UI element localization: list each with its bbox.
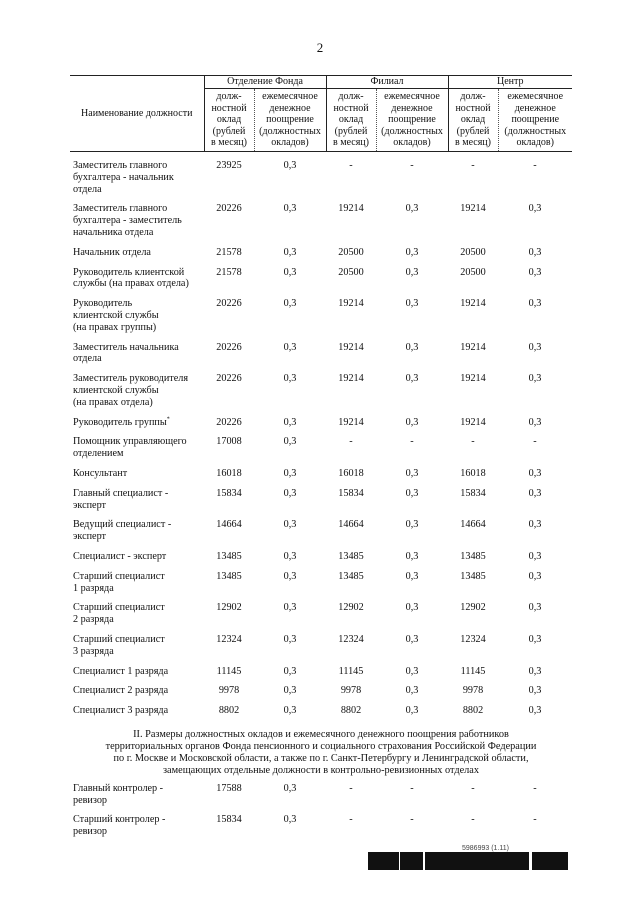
bonus-value: 0,3 (283, 416, 297, 428)
salary-value: 17008 (216, 436, 242, 448)
salary-value: - (471, 814, 475, 826)
table-row (70, 602, 572, 626)
salary-value: 13485 (216, 570, 242, 582)
position-name: Старший контролер - ревизор (73, 814, 166, 838)
bonus-value: 0,3 (283, 298, 297, 310)
bonus-value: 0,3 (283, 519, 297, 531)
bonus-value: 0,3 (283, 487, 297, 499)
table-row (70, 551, 572, 563)
group-header-branch: Филиал (326, 76, 448, 89)
position-name: Специалист 3 разряда (73, 705, 169, 717)
position-name: Заместитель главного бухгалтера - начальник отдела (73, 160, 174, 195)
bonus-value: 0,3 (405, 487, 419, 499)
table-row (70, 298, 572, 333)
bonus-value: 0,3 (405, 550, 419, 562)
salary-value: 11145 (216, 665, 242, 677)
salary-value: 20226 (216, 373, 242, 385)
table-row (70, 783, 572, 807)
table-row (70, 342, 572, 366)
bonus-value: 0,3 (405, 602, 419, 614)
bonus-value: 0,3 (405, 685, 419, 697)
bonus-value: 0,3 (405, 373, 419, 385)
table-row (70, 160, 572, 195)
salary-value: 20500 (338, 246, 364, 258)
position-name: Старший специалист 3 разряда (73, 633, 165, 657)
bonus-value: 0,3 (283, 665, 297, 677)
salary-value: 12902 (338, 602, 364, 614)
salary-value: 14664 (216, 519, 242, 531)
position-name: Специалист 1 разряда (73, 665, 169, 677)
bonus-value: 0,3 (405, 570, 419, 582)
bonus-value: 0,3 (283, 373, 297, 385)
salary-value: 9978 (218, 685, 240, 697)
salary-value: 12324 (338, 633, 364, 645)
bonus-value: 0,3 (405, 298, 419, 310)
position-name: Руководитель клиентской службы (на правах группы) (73, 298, 159, 333)
bonus-value: 0,3 (283, 160, 297, 171)
salary-value: 19214 (460, 203, 486, 215)
salary-value: 12324 (216, 633, 242, 645)
bonus-value: 0,3 (283, 633, 297, 645)
bonus-value: 0,3 (283, 341, 297, 353)
salary-value: 19214 (338, 341, 364, 353)
bonus-value: - (533, 814, 537, 826)
subheader-salary: долж- ностной оклад (рублей в месяц) (204, 89, 254, 152)
position-name: Руководитель клиентской службы (на правах отдела) (73, 266, 189, 290)
barcode-icon (368, 852, 568, 870)
table-row (70, 436, 572, 460)
salary-value: 16018 (460, 467, 486, 479)
subheader-bonus: ежемесячное денежное поощрение (должностных окладов) (498, 89, 572, 152)
salary-value: 21578 (216, 266, 242, 278)
bonus-value: 0,3 (405, 203, 419, 215)
salary-value: 13485 (460, 570, 486, 582)
salary-value: 12902 (460, 602, 486, 614)
position-name: Заместитель руководителя клиентской службы (на правах отдела) (73, 373, 189, 408)
bonus-value: 0,3 (283, 203, 297, 215)
bonus-value: 0,3 (283, 246, 297, 258)
bonus-value: - (410, 782, 414, 794)
bonus-value: 0,3 (283, 436, 297, 448)
salary-value: 19214 (460, 298, 486, 310)
bonus-value: 0,3 (528, 519, 542, 531)
bonus-value: - (533, 782, 537, 794)
section-2-title: II. Размеры должностных окладов и ежемесячного денежного поощрения работников территориальных органов Фонда пенсионного и социального страхования Российской Федерации по г. Москве и Московской области, а также по г. Санкт-Петербургу и Ленинградской области, замещающих отдельные должности в контрольно-ревизионных отделах (105, 728, 537, 776)
bonus-value: - (533, 160, 537, 171)
table-header-groups (70, 76, 572, 89)
salary-value: - (349, 436, 353, 448)
salary-value: 20226 (216, 203, 242, 215)
salary-value: 13485 (338, 550, 364, 562)
bonus-value: 0,3 (528, 602, 542, 614)
salary-value: 20500 (338, 266, 364, 278)
salary-table (70, 75, 572, 846)
salary-value: 15834 (338, 487, 364, 499)
bonus-value: 0,3 (405, 416, 419, 428)
table-row (70, 519, 572, 543)
salary-value: 13485 (216, 550, 242, 562)
salary-value: 11145 (460, 665, 486, 677)
bonus-value: 0,3 (528, 487, 542, 499)
salary-value: - (471, 436, 475, 448)
table-row (70, 468, 572, 480)
subheader-salary: долж- ностной оклад (рублей в месяц) (326, 89, 376, 152)
bonus-value: 0,3 (528, 633, 542, 645)
salary-value: 20226 (216, 298, 242, 310)
group-header-center: Центр (448, 76, 572, 89)
bonus-value: 0,3 (405, 519, 419, 531)
position-name: Главный специалист - эксперт (73, 487, 169, 511)
bonus-value: 0,3 (528, 298, 542, 310)
salary-value: 8802 (462, 705, 484, 717)
salary-value: 8802 (218, 705, 240, 717)
position-name: Специалист - эксперт (73, 550, 167, 562)
position-name: Главный контролер - ревизор (73, 782, 164, 806)
bonus-value: 0,3 (528, 246, 542, 258)
bonus-value: 0,3 (405, 341, 419, 353)
bonus-value: - (410, 814, 414, 826)
bonus-value: 0,3 (528, 705, 542, 717)
salary-value: 19214 (338, 373, 364, 385)
bonus-value: 0,3 (528, 266, 542, 278)
salary-value: 23925 (216, 160, 242, 171)
position-name: Консультант (73, 467, 128, 479)
salary-value: 14664 (338, 519, 364, 531)
salary-value: 9978 (340, 685, 362, 697)
bonus-value: 0,3 (405, 467, 419, 479)
bonus-value: 0,3 (283, 685, 297, 697)
table-row (70, 705, 572, 717)
salary-value: 20500 (460, 266, 486, 278)
bonus-value: 0,3 (528, 341, 542, 353)
group-header-fund-department: Отделение Фонда (204, 76, 326, 89)
salary-value: 21578 (216, 246, 242, 258)
table-row (70, 685, 572, 697)
salary-value: 20226 (216, 341, 242, 353)
bonus-value: 0,3 (283, 550, 297, 562)
bonus-value: 0,3 (283, 814, 297, 826)
bonus-value: 0,3 (405, 246, 419, 258)
bonus-value: 0,3 (528, 665, 542, 677)
table-row (70, 247, 572, 259)
salary-value: 15834 (216, 487, 242, 499)
salary-value: 17588 (216, 782, 242, 794)
table-row (70, 488, 572, 512)
bonus-value: 0,3 (528, 416, 542, 428)
table-row (70, 417, 572, 429)
position-name: Руководитель группы* (73, 416, 170, 428)
salary-value: 19214 (460, 416, 486, 428)
position-name: Старший специалист 2 разряда (73, 602, 165, 626)
position-name: Начальник отдела (73, 246, 151, 258)
table-row (70, 666, 572, 678)
subheader-bonus: ежемесячное денежное поощрение (должностных окладов) (254, 89, 326, 152)
subheader-bonus: ежемесячное денежное поощрение (должностных окладов) (376, 89, 448, 152)
salary-value: 19214 (460, 373, 486, 385)
bonus-value: 0,3 (528, 373, 542, 385)
table-row (70, 634, 572, 658)
salary-value: 15834 (460, 487, 486, 499)
bonus-value: - (410, 436, 414, 448)
position-name: Ведущий специалист - эксперт (73, 519, 172, 543)
bonus-value: 0,3 (283, 570, 297, 582)
bonus-value: 0,3 (283, 467, 297, 479)
position-name-header: Наименование должности (70, 76, 204, 152)
table-row (70, 373, 572, 408)
footnote-mark: * (166, 416, 170, 423)
salary-value: 8802 (340, 705, 362, 717)
salary-value: 20226 (216, 416, 242, 428)
bonus-value: 0,3 (405, 705, 419, 717)
salary-value: - (349, 782, 353, 794)
salary-value: 16018 (338, 467, 364, 479)
bonus-value: 0,3 (283, 266, 297, 278)
bonus-value: 0,3 (528, 550, 542, 562)
salary-value: 11145 (338, 665, 364, 677)
position-name: Старший специалист 1 разряда (73, 570, 165, 594)
salary-value: 9978 (462, 685, 484, 697)
salary-value: - (471, 160, 475, 171)
salary-value: 12324 (460, 633, 486, 645)
bonus-value: 0,3 (528, 570, 542, 582)
bonus-value: 0,3 (283, 705, 297, 717)
salary-value: 16018 (216, 467, 242, 479)
position-name: Заместитель начальника отдела (73, 341, 179, 365)
table-row (70, 814, 572, 838)
position-name: Специалист 2 разряда (73, 685, 169, 697)
salary-value: 12902 (216, 602, 242, 614)
document-id: 5986993 (1.11) (462, 845, 509, 852)
salary-value: 13485 (460, 550, 486, 562)
bonus-value: 0,3 (528, 685, 542, 697)
table-row (70, 571, 572, 595)
bonus-value: 0,3 (405, 665, 419, 677)
salary-value: 20500 (460, 246, 486, 258)
salary-value: 19214 (460, 341, 486, 353)
salary-value: - (471, 782, 475, 794)
bonus-value: 0,3 (283, 602, 297, 614)
salary-value: 13485 (338, 570, 364, 582)
subheader-salary: долж- ностной оклад (рублей в месяц) (448, 89, 498, 152)
bonus-value: - (533, 436, 537, 448)
bonus-value: 0,3 (405, 633, 419, 645)
position-name: Помощник управляющего отделением (73, 436, 187, 460)
bonus-value: 0,3 (283, 782, 297, 794)
bonus-value: 0,3 (528, 467, 542, 479)
bonus-value: 0,3 (405, 266, 419, 278)
salary-value: 19214 (338, 203, 364, 215)
table-row (70, 267, 572, 291)
salary-value: 19214 (338, 416, 364, 428)
page-number: 2 (316, 40, 324, 55)
table-row (70, 203, 572, 238)
salary-value: - (349, 814, 353, 826)
salary-value: 19214 (338, 298, 364, 310)
bonus-value: 0,3 (528, 203, 542, 215)
position-name: Заместитель главного бухгалтера - заместитель начальника отдела (73, 203, 182, 238)
salary-value: - (349, 160, 353, 171)
salary-value: 15834 (216, 814, 242, 826)
salary-value: 14664 (460, 519, 486, 531)
bonus-value: - (410, 160, 414, 171)
